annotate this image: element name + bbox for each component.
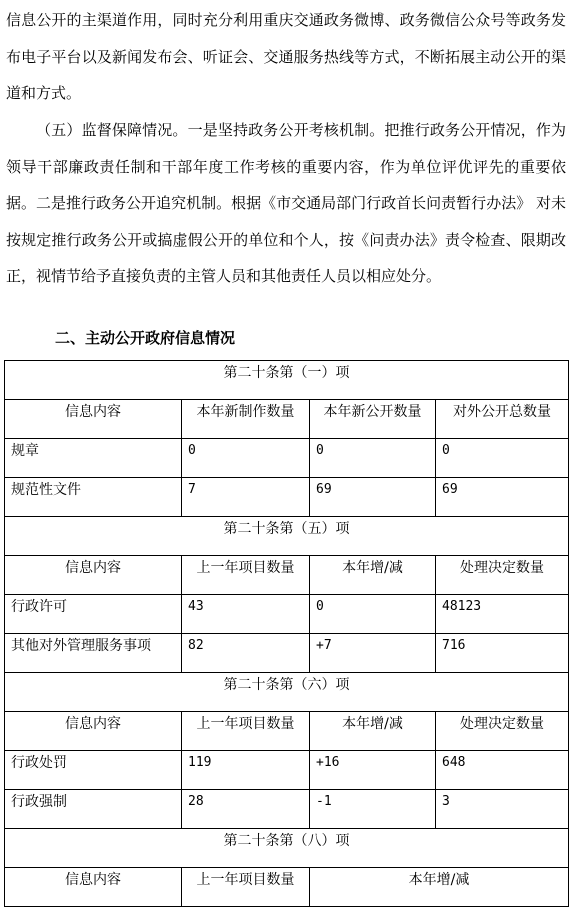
header-cell: 上一年项目数量 xyxy=(182,712,310,751)
row-label: 其他对外管理服务事项 xyxy=(5,634,182,673)
table-row xyxy=(5,478,569,517)
cell-value: 0 xyxy=(436,439,569,478)
cell-value: 7 xyxy=(182,478,310,517)
section-title: 第二十条第（一）项 xyxy=(5,361,569,400)
cell-value: 43 xyxy=(182,595,310,634)
table-row xyxy=(5,439,569,478)
table-row xyxy=(5,634,569,673)
info-disclosure-table xyxy=(4,360,569,907)
header-row xyxy=(5,400,569,439)
cell-value: +16 xyxy=(310,751,436,790)
cell-value: 716 xyxy=(436,634,569,673)
section-title: 第二十条第（六）项 xyxy=(5,673,569,712)
section-title-row xyxy=(5,361,569,400)
paragraph-supervision-text: （五）监督保障情况。一是坚持政务公开考核机制。把推行政务公开情况，作为领导干部廉政责任制和干部年度工作考核的重要内容，作为单位评优评先的重要依据。二是推行政务公开追究机制。根据《市交通局部门行政首长问责暂行办法》 对未按规定推行政务公开或搞虚假公开的单位和个人，按《问责办法》责令检查、限期改正，视情节给予直接负责的主管人员和其他责任人员以相应处分。 xyxy=(6,121,566,286)
header-cell: 信息内容 xyxy=(5,712,182,751)
header-cell: 信息内容 xyxy=(5,868,182,907)
cell-value: 3 xyxy=(436,790,569,829)
paragraph-supervision xyxy=(6,112,566,295)
row-label: 行政处罚 xyxy=(5,751,182,790)
cell-value: 0 xyxy=(182,439,310,478)
header-cell: 处理决定数量 xyxy=(436,556,569,595)
header-cell: 处理决定数量 xyxy=(436,712,569,751)
table-row xyxy=(5,790,569,829)
row-label: 规章 xyxy=(5,439,182,478)
cell-value: 69 xyxy=(436,478,569,517)
cell-value: 0 xyxy=(310,595,436,634)
section-title-row xyxy=(5,829,569,868)
header-cell: 本年新制作数量 xyxy=(182,400,310,439)
cell-value: 0 xyxy=(310,439,436,478)
row-label: 行政许可 xyxy=(5,595,182,634)
section-title: 第二十条第（五）项 xyxy=(5,517,569,556)
cell-value: -1 xyxy=(310,790,436,829)
header-cell: 本年增/减 xyxy=(310,556,436,595)
section-title: 第二十条第（八）项 xyxy=(5,829,569,868)
row-label: 规范性文件 xyxy=(5,478,182,517)
section-title-row xyxy=(5,517,569,556)
header-cell: 上一年项目数量 xyxy=(182,868,310,907)
header-cell: 信息内容 xyxy=(5,556,182,595)
paragraph-channels: 信息公开的主渠道作用，同时充分利用重庆交通政务微博、政务微信公众号等政务发布电子平台以及新闻发布会、听证会、交通服务热线等方式，不断拓展主动公开的渠道和方式。 xyxy=(6,11,566,103)
header-cell: 本年增/减 xyxy=(310,712,436,751)
header-cell: 上一年项目数量 xyxy=(182,556,310,595)
section-title-row xyxy=(5,673,569,712)
table-row xyxy=(5,751,569,790)
header-row xyxy=(5,556,569,595)
header-cell: 对外公开总数量 xyxy=(436,400,569,439)
row-label: 行政强制 xyxy=(5,790,182,829)
table-row xyxy=(5,595,569,634)
cell-value: 119 xyxy=(182,751,310,790)
cell-value: 48123 xyxy=(436,595,569,634)
cell-value: 648 xyxy=(436,751,569,790)
header-row xyxy=(5,712,569,751)
cell-value: +7 xyxy=(310,634,436,673)
header-cell: 信息内容 xyxy=(5,400,182,439)
cell-value: 28 xyxy=(182,790,310,829)
cell-value: 69 xyxy=(310,478,436,517)
header-cell: 本年新公开数量 xyxy=(310,400,436,439)
cell-value: 82 xyxy=(182,634,310,673)
header-cell: 本年增/减 xyxy=(310,868,569,907)
section-heading: 二、主动公开政府信息情况 xyxy=(55,329,236,347)
